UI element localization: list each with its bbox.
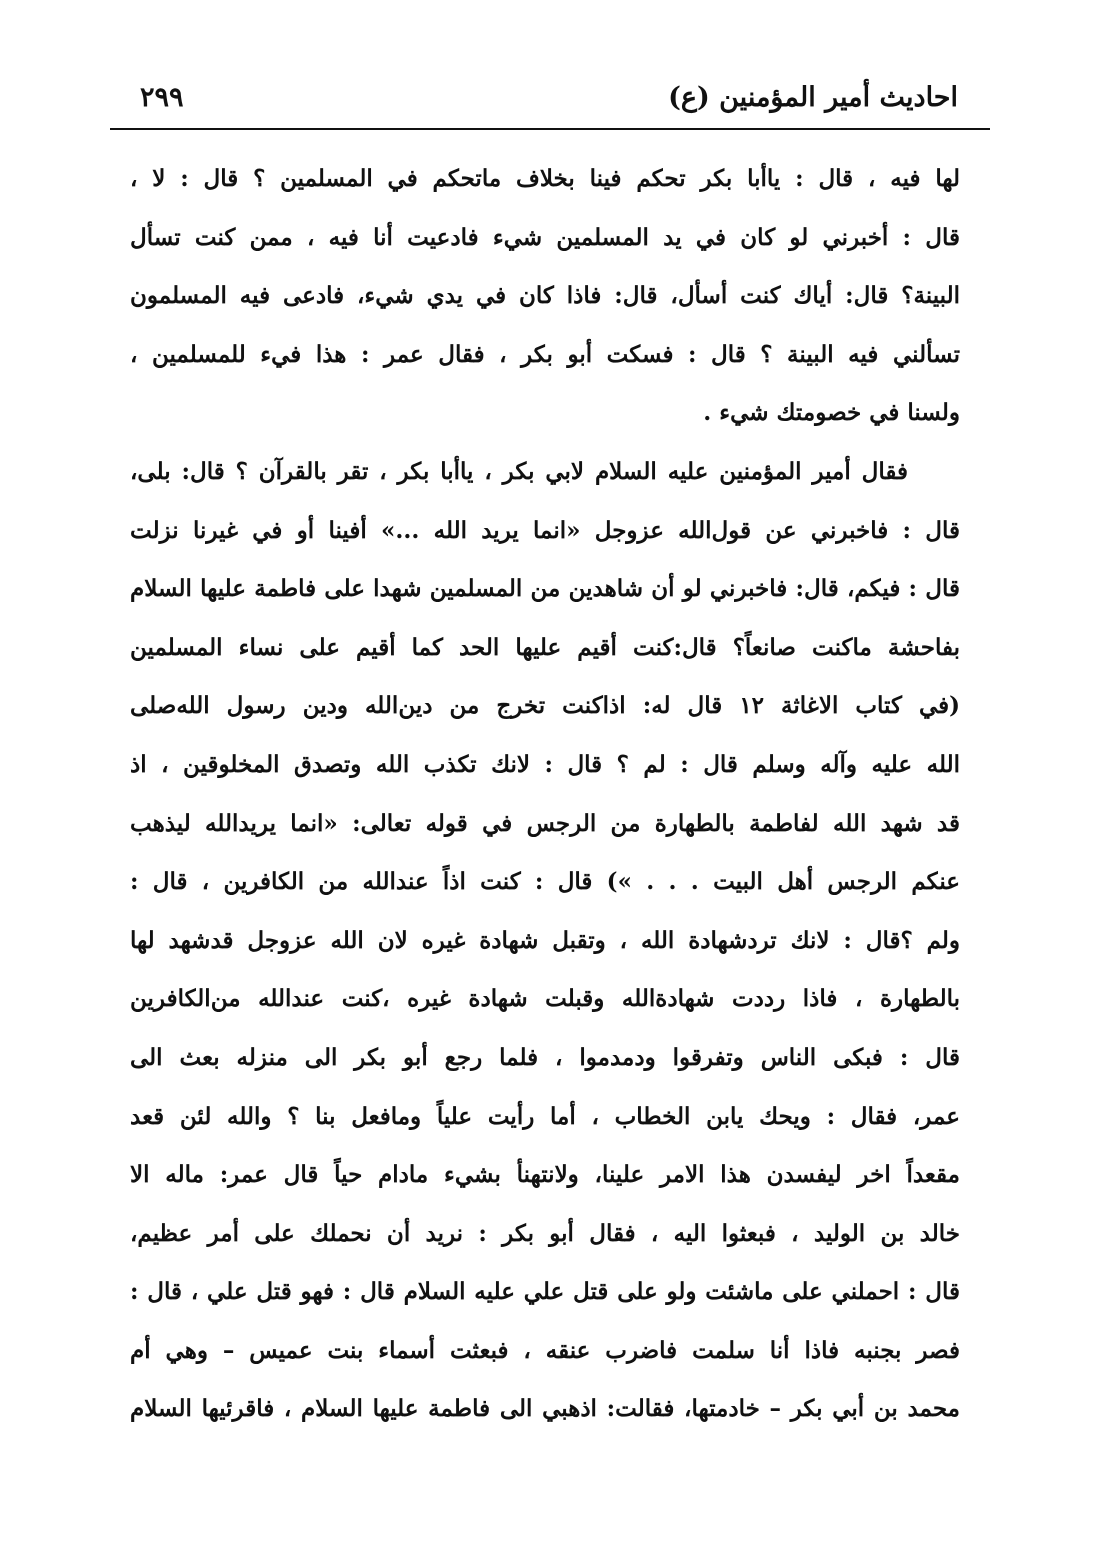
text-line: البينة؟ قال: أياك كنت أسأل، قال: فاذا كان في يدي شيء، فادعى فيه المسلمون: [130, 282, 960, 310]
text-line: عمر، فقال : ويحك يابن الخطاب ، أما رأيت علياً ومافعل بنا ؟ والله لئن قعد: [130, 1102, 960, 1130]
text-line: مقعداً اخر ليفسدن هذا الامر علينا، ولانتهنأ بشيء مادام حياً قال عمر: ماله الا: [130, 1161, 960, 1189]
text-line: بفاحشة ماكنت صانعاً؟ قال:كنت أقيم عليها الحد كما أقيم على نساء المسلمين: [130, 633, 960, 661]
text-line: قال : احملني على ماشئت ولو على قتل علي عليه السلام قال : فهو قتل علي ، قال :: [130, 1278, 960, 1306]
page-header: [110, 78, 990, 124]
text-line: قد شهد الله لفاطمة بالطهارة من الرجس في قوله تعالى: «انما يريدالله ليذهب: [130, 809, 960, 837]
text-line: قال : فاخبرني عن قول‌الله عزوجل «انما يريد الله ...» أفينا أو في غيرنا نزلت: [130, 516, 960, 544]
text-line: فصر بجنبه فاذا أنا سلمت فاضرب عنقه ، فبعثت أسماء بنت عميس – وهي أم: [130, 1336, 960, 1364]
text-line: عنكم الرجس أهل البيت . . . ») قال : كنت اذاً عندالله من الكافرين ، قال :: [130, 868, 960, 896]
text-line: الله عليه وآله وسلم قال : لم ؟ قال : لانك تكذب الله وتصدق المخلوقين ، اذ: [130, 750, 960, 778]
running-title: احاديث أمير المؤمنين (ع): [668, 82, 958, 113]
text-line: (في كتاب الاغاثة ١٢ قال له: اذاكنت تخرج من دين‌الله ودين رسول الله‌صلى: [130, 692, 960, 720]
text-line: ولسنا في خصومتك شيء .: [703, 399, 960, 427]
text-line: محمد بن أبي بكر – خادمتها، فقالت: اذهبي الى فاطمة عليها السلام ، فاقرئيها السلام: [130, 1395, 960, 1423]
text-line: لها فيه ، قال : ياأبا بكر تحكم فينا بخلاف ماتحكم في المسلمين ؟ قال : لا ،: [130, 165, 960, 192]
text-line: خالد بن الوليد ، فبعثوا اليه ، فقال أبو بكر : نريد أن نحملك على أمر عظيم،: [130, 1219, 960, 1247]
body-text: [130, 150, 960, 1439]
text-line: فقال أمير المؤمنين عليه السلام لابي بكر ، ياأبا بكر ، تقر بالقرآن ؟ قال: بلى،: [130, 457, 908, 485]
header-rule: [110, 128, 990, 130]
text-line: قال : فيكم، قال: فاخبرني لو أن شاهدين من المسلمين شهدا على فاطمة عليها السلام: [130, 575, 960, 603]
text-line: قال : فبكى الناس وتفرقوا ودمدموا ، فلما رجع أبو بكر الى منزله بعث الى: [130, 1043, 960, 1071]
page-number: ٢٩٩: [140, 82, 184, 113]
text-line: قال : أخبرني لو كان في يد المسلمين شيء فادعيت أنا فيه ، ممن كنت تسأل: [130, 223, 960, 251]
text-line: بالطهارة ، فاذا رددت شهادةالله وقبلت شهادة غيره ،كنت عندالله من‌الكافرين: [130, 985, 960, 1013]
text-line: تسألني فيه البينة ؟ قال : فسكت أبو بكر ، فقال عمر : هذا فيء للمسلمين ،: [130, 340, 960, 368]
text-line: ولم ؟قال : لانك تردشهادة الله ، وتقبل شهادة غيره لان الله عزوجل قدشهد لها: [130, 926, 960, 954]
